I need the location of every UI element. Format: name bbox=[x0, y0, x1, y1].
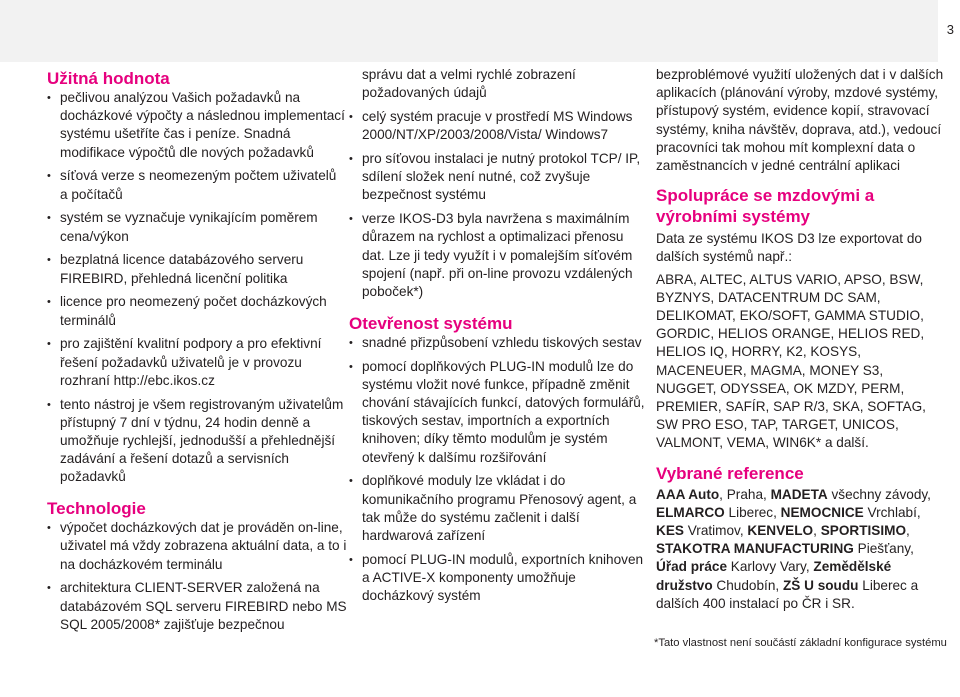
footnote: *Tato vlastnost není součástí základní konfigurace systému bbox=[654, 637, 947, 649]
reference-name: KES bbox=[656, 523, 684, 539]
list-item: • licence pro neomezený počet docházkových terminálů bbox=[47, 293, 347, 329]
list-item: • pečlivou analýzou Vašich požadavků na docházkové výpočty a následnou implementací systému ušetříte čas i peníze. Snadná modifikace výpočtů dle nových požadavků bbox=[47, 89, 347, 162]
reference-name: SPORTISIMO bbox=[820, 523, 907, 539]
spoluprace-systems-list: ABRA, ALTEC, ALTUS VARIO, APSO, BSW, BYZNYS, DATACENTRUM DC SAM, DELIKOMAT, EKO/SOFT, GAMMA STUDIO, GORDIC, HELIOS ORANGE, HELIOS RED, HELIOS IQ, HORRY, K2, KOSYS, MACENEUER, MAGMA, MONEY S3, NUGGET, ODYSSEA, OK MZDY, PERM, PREMIER, SAFÍR, SAP R/3, SKA, SOFTAG, SW PRO ESO, TAP, TARGET, UNICOS, VALMONT, VEMA, WIN6K* a další. bbox=[656, 271, 926, 451]
list-item: • systém se vyznačuje vynikajícím poměrem cena/výkon bbox=[47, 209, 347, 245]
list-item: • celý systém pracuje v prostředí MS Windows 2000/NT/XP/2003/2008/Vista/ Windows7 bbox=[349, 108, 649, 144]
list-otevrenost bbox=[349, 334, 649, 606]
heading-uzitna-hodnota: Užitná hodnota bbox=[47, 69, 170, 88]
reference-name: ZŠ U soudu bbox=[782, 577, 859, 593]
list-item: • pro síťovou instalaci je nutný protokol TCP/ IP, sdílení složek není nutné, což zvyšuje bezpečnost systému bbox=[349, 150, 649, 205]
list-item: • síťová verze s neomezeným počtem uživatelů a počítačů bbox=[47, 167, 347, 203]
heading-otevrenost-systemu: Otevřenost systému bbox=[349, 313, 513, 333]
list-item-continuation: bezproblémové využití uložených dat i v dalších aplikacích (plánování výroby, mzdové systémy, přístupový systém, evidence kopií, stravovací systémy, kniha návštěv, doprava, atd.), vedoucí pracovníci tak mohou mít komplexní data o zaměstnancích v jedné centrální aplikaci bbox=[656, 67, 944, 174]
list-item-continuation: správu dat a velmi rychlé zobrazení požadovaných údajů bbox=[362, 67, 576, 101]
reference-name: ELMARCO bbox=[656, 504, 725, 520]
list-item: • pomocí PLUG-IN modulů, exportních knihoven a ACTIVE-X komponenty umožňuje docházkový systém bbox=[349, 551, 649, 606]
reference-name: Zemědělské družstvo bbox=[656, 559, 892, 593]
list-item: • pro zajištění kvalitní podpory a pro efektivní řešení požadavků uživatelů je v provozu rozhraní http://ebc.ikos.cz bbox=[47, 335, 347, 390]
page-number: 3 bbox=[946, 22, 954, 37]
list-item: • bezplatná licence databázového serveru FIREBIRD, přehledná licenční politika bbox=[47, 251, 347, 287]
heading-spoluprace: Spolupráce se mzdovými a výrobními systémy bbox=[656, 186, 875, 227]
column-3 bbox=[656, 66, 946, 613]
reference-name: NEMOCNICE bbox=[780, 504, 864, 520]
column-2 bbox=[349, 66, 649, 611]
heading-technologie: Technologie bbox=[47, 499, 146, 519]
references-text: AAA Auto, Praha, MADETA všechny závody, ELMARCO Liberec, NEMOCNICE Vrchlabí, KES Vratimov, KENVELO, SPORTISIMO, STAKOTRA MANUFACTURING Piešťany, Úřad práce Karlovy Vary, Zemědělské družstvo Chudobín, ZŠ U soudu Liberec a dalších 400 instalací po ČR i SR. bbox=[656, 486, 931, 611]
list-item: • snadné přizpůsobení vzhledu tiskových sestav bbox=[349, 334, 649, 352]
reference-name: AAA Auto bbox=[656, 486, 720, 502]
heading-vybrane-reference: Vybrané reference bbox=[656, 463, 804, 483]
spoluprace-intro: Data ze systému IKOS D3 lze exportovat do dalších systémů např.: bbox=[656, 231, 922, 265]
list-uzitna-hodnota bbox=[47, 89, 347, 487]
list-technologie bbox=[47, 519, 347, 634]
list-item: • tento nástroj je všem registrovaným uživatelům přístupný 7 dní v týdnu, 24 hodin denně a umožňuje rychlejší, jednodušší a přehlednější zadávání a řešení dotazů a servisních požadavků bbox=[47, 396, 347, 487]
list-item: • architektura CLIENT-SERVER založená na databázovém SQL serveru FIREBIRD nebo MS SQL 2005/2008* zajišťuje bezpečnou bbox=[47, 579, 347, 634]
header-band bbox=[0, 0, 938, 62]
reference-name: MADETA bbox=[770, 486, 828, 502]
list-item: • verze IKOS-D3 byla navržena s maximálním důrazem na rychlost a optimalizaci přenosu dat. Lze ji tedy využít i v pomalejším síťovém spojení (např. při on-line provozu vzdálených poboček*) bbox=[349, 210, 649, 301]
list-item: • výpočet docházkových dat je prováděn on-line, uživatel má vždy zobrazena aktuální data, a to i na docházkovém terminálu bbox=[47, 519, 347, 574]
list-item: • doplňkové moduly lze vkládat i do komunikačního programu Přenosový agent, a tak může do systému začlenit i další hardwarová zařízení bbox=[349, 472, 649, 545]
list-technologie-cont bbox=[349, 108, 649, 301]
reference-name: Úřad práce bbox=[656, 559, 728, 575]
reference-name: STAKOTRA MANUFACTURING bbox=[656, 541, 854, 557]
column-1 bbox=[47, 66, 347, 640]
list-item: • pomocí doplňkových PLUG-IN modulů lze do systému vložit nové funkce, případně změnit chování stávajících funkcí, datových formulářů, tiskových sestav, importních a exportních knihoven; díky těmto modulům je systém otevřený k dalšímu rozšiřování bbox=[349, 358, 649, 467]
reference-name: KENVELO bbox=[747, 523, 814, 539]
